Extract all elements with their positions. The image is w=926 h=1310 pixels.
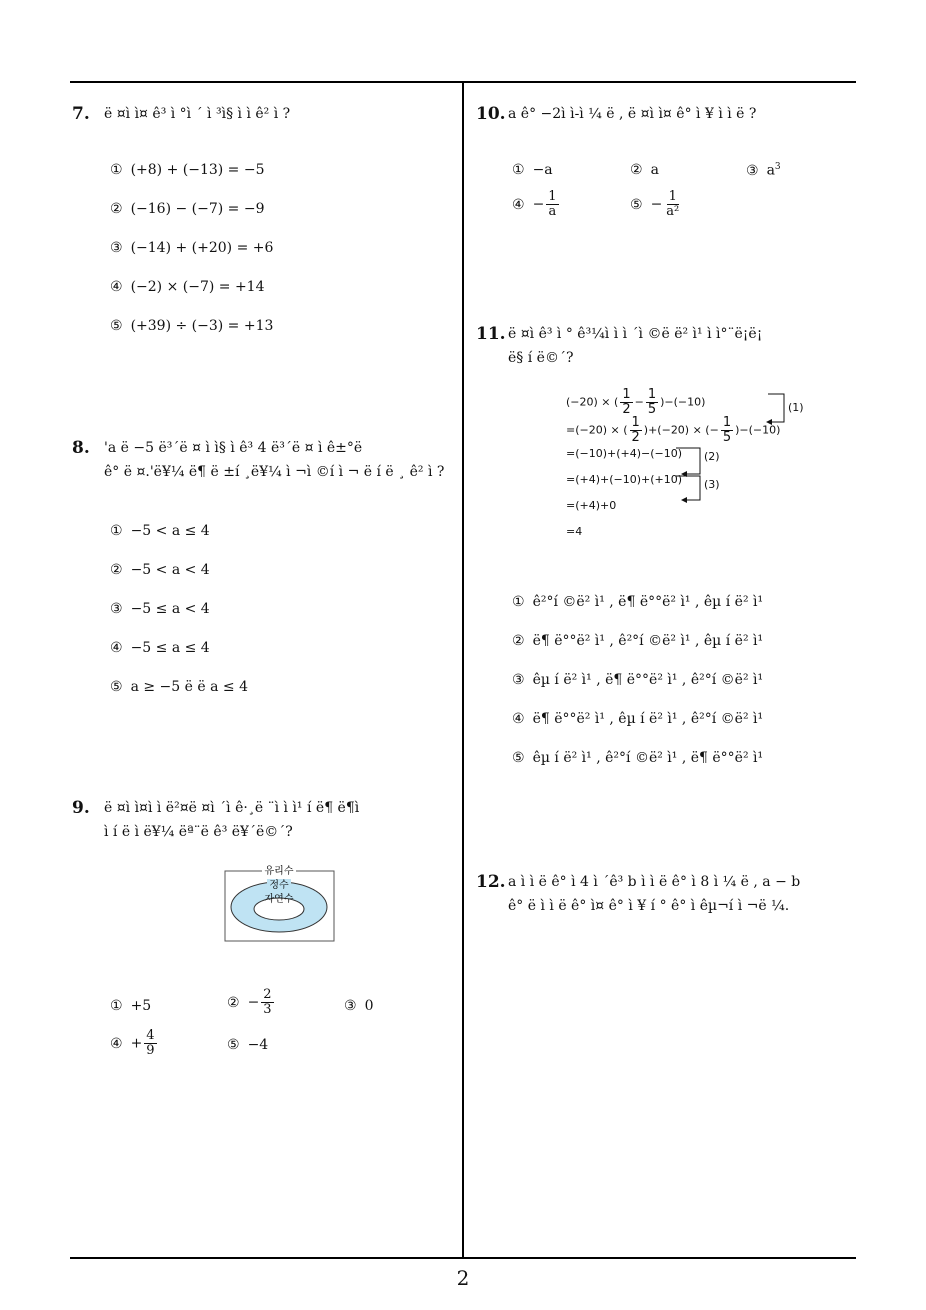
q8-option-4[interactable]: ④ −5 ≤ a ≤ 4	[110, 640, 210, 656]
page-number: 2	[456, 1266, 470, 1290]
fraction: $\frac{4}{9}$	[146, 1028, 155, 1058]
q7-option-5[interactable]: ⑤ (+39) ÷ (−3) = +13	[110, 318, 274, 334]
question-text-line-2: ë§ í ë©´?	[508, 350, 574, 366]
q8-option-1[interactable]: ① −5 < a ≤ 4	[110, 523, 210, 539]
question-number: 8.	[72, 438, 90, 458]
q10-option-1[interactable]: ① −a	[512, 162, 553, 178]
question-number: 7.	[72, 104, 90, 124]
step-2: =(−20) × ( $\frac{1}{2}$ )+(−20) × (− $\frac{1}{5}$ )−(−10)	[566, 415, 781, 445]
q8-option-5[interactable]: ⑤ a ≥ −5 ë ë a ≤ 4	[110, 679, 248, 695]
q9-option-1[interactable]: ① +5	[110, 998, 152, 1014]
q8-option-3[interactable]: ③ −5 ≤ a < 4	[110, 601, 210, 617]
q9-option-4[interactable]: ④ + $\frac{4}{9}$	[110, 1028, 155, 1058]
q10-option-2[interactable]: ② a	[630, 162, 659, 178]
question-number: 11.	[476, 324, 506, 344]
question-number: 12.	[476, 872, 506, 892]
question-text-line-1: ë ¤ì ì¤ì ì ë²¤ë ¤ì ´ì ê·¸ë ¨ì ì ì¹ í ë¶ ë¶ì	[104, 800, 360, 816]
bracket-2	[676, 448, 700, 474]
left-column	[72, 90, 452, 1250]
question-11	[476, 322, 856, 370]
step-4: =(+4)+(−10)+(+10)	[566, 473, 683, 486]
step-5: =(+4)+0	[566, 499, 617, 512]
q9-option-5[interactable]: ⑤ −4	[227, 1037, 269, 1053]
q10-option-4[interactable]: ④ − $\frac{1}{a}$	[512, 189, 557, 219]
q9-option-3[interactable]: ③ 0	[344, 998, 374, 1014]
venn-diagram	[224, 865, 336, 943]
question-number: 9.	[72, 798, 90, 818]
question-text-line-1: a ì ì ë ê° ì 4 ì ´ê³ b ì ì ë ê° ì 8 ì ¼ ë , a − b	[508, 874, 801, 890]
bracket-1	[768, 394, 784, 422]
q11-option-2[interactable]: ② ë¶ ë°°ë² ì¹ , ê²°í ©ë² ì¹ , êµ í ë² ì¹	[512, 633, 764, 649]
q11-option-4[interactable]: ④ ë¶ ë°°ë² ì¹ , êµ í ë² ì¹ , ê²°í ©ë² ì¹	[512, 711, 764, 727]
q11-option-5[interactable]: ⑤ êµ í ë² ì¹ , ê²°í ©ë² ì¹ , ë¶ ë°°ë² ì¹	[512, 750, 764, 766]
question-text-line-2: ê° ë ì ì ë ê° ì¤ ê° ì ¥ í ° ê° ì êµ¬í ì ¬ë ¼.	[508, 898, 790, 914]
bracket-3	[676, 476, 700, 500]
question-7	[72, 102, 452, 126]
q10-option-3[interactable]: ③ $a^3$	[746, 162, 781, 179]
inner-set-label: 자연수	[264, 894, 294, 905]
bracket-label-2: (2)	[704, 450, 720, 463]
q7-option-3[interactable]: ③ (−14) + (+20) = +6	[110, 240, 274, 256]
question-text-line-2: ê° ë ¤.'ë¥¼ ë¶ ë ±í ¸ë¥¼ ì ¬ì ©í ì ¬ ë í ë ¸ ê² ì ?	[104, 464, 445, 480]
q7-option-2[interactable]: ② (−16) − (−7) = −9	[110, 201, 265, 217]
q11-option-1[interactable]: ① ê²°í ©ë² ì¹ , ë¶ ë°°ë² ì¹ , êµ í ë² ì¹	[512, 594, 764, 610]
calculation-steps	[566, 388, 826, 548]
question-text-line-2: ì í ë ì ë¥¼ ëª¨ë ê³ ë¥´ë©´?	[104, 824, 293, 840]
outer-set-label: 유리수	[264, 866, 294, 877]
step-1: (−20) × ( $\frac{1}{2}$ − $\frac{1}{5}$ )−(−10)	[566, 387, 706, 417]
q8-option-2[interactable]: ② −5 < a < 4	[110, 562, 210, 578]
question-text-line-1: 'a ë −5 ë³´ë ¤ ì ì§ ì ê³ 4 ë³´ë ¤ ì ê±°ë	[104, 440, 363, 456]
q7-option-1[interactable]: ① (+8) + (−13) = −5	[110, 162, 265, 178]
step-3: =(−10)+(+4)−(−10)	[566, 447, 683, 460]
question-12	[476, 870, 856, 918]
middle-set-label: 정수	[269, 880, 289, 891]
fraction: $\frac{2}{3}$	[263, 987, 272, 1017]
column-divider	[462, 82, 464, 1258]
fraction: $\frac{1}{a}$	[548, 189, 557, 219]
question-10	[476, 102, 856, 126]
step-6: =4	[566, 525, 583, 538]
bracket-label-1: (1)	[788, 401, 804, 414]
question-text: ë ¤ì ì¤ ê³ ì °ì ´ ì ³ì§ ì ì ê² ì ?	[104, 106, 291, 122]
q11-option-3[interactable]: ③ êµ í ë² ì¹ , ë¶ ë°°ë² ì¹ , ê²°í ©ë² ì¹	[512, 672, 764, 688]
question-9	[72, 796, 452, 844]
fraction: $\frac{1}{\text{a²}}$	[666, 189, 680, 219]
question-8	[72, 436, 452, 484]
right-column	[476, 90, 856, 1250]
q7-option-4[interactable]: ④ (−2) × (−7) = +14	[110, 279, 265, 295]
q10-option-5[interactable]: ⑤ − $\frac{1}{\text{a²}}$	[630, 189, 680, 219]
q9-option-2[interactable]: ② − $\frac{2}{3}$	[227, 987, 272, 1017]
question-text: a ê° −2ì ì-ì ¼ ë , ë ¤ì ì¤ ê° ì ¥ ì ì ë ?	[508, 106, 757, 122]
question-text-line-1: ë ¤ì ê³ ì ° ê³¼ì ì ì ´ì ©ë ë² ì¹ ì ì°¨ë¡ë¡	[508, 326, 763, 342]
question-number: 10.	[476, 104, 506, 124]
bracket-label-3: (3)	[704, 478, 720, 491]
